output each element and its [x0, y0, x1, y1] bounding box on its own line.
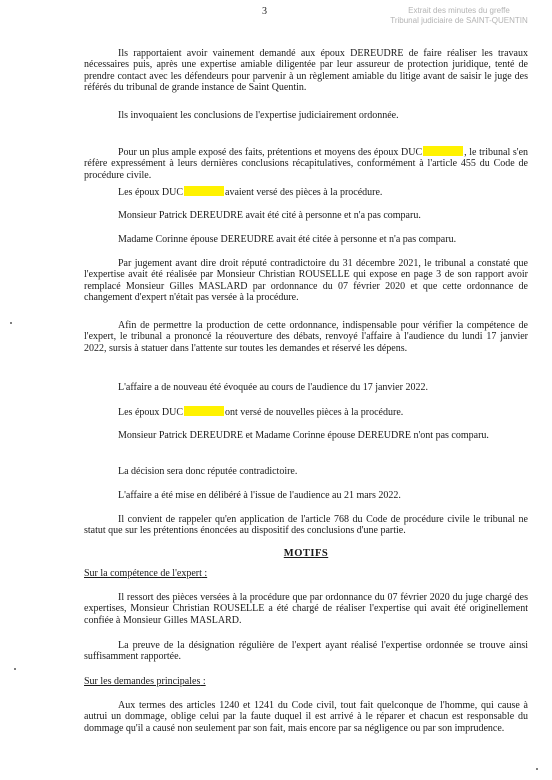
paragraph-6: Madame Corinne épouse DEREUDRE avait été citée à personne et n'a pas comparu. — [118, 234, 457, 245]
stamp-line-2: Tribunal judiciaire de SAINT-QUENTIN — [390, 16, 528, 25]
paragraph-11: Monsieur Patrick DEREUDRE et Madame Corinne épouse DEREUDRE n'ont pas comparu. — [118, 430, 489, 441]
subheading-text: Sur les demandes principales — [84, 676, 201, 687]
redaction-mark — [184, 186, 224, 196]
section-heading-motifs — [84, 548, 528, 559]
subheading-colon: : — [201, 568, 208, 579]
court-stamp — [384, 6, 534, 26]
paragraph-3 — [84, 146, 528, 181]
paragraph-14: Il convient de rappeler qu'en application de l'article 768 du Code de procédure civile le tribunal ne statut que sur les prétentions énoncées au dispositif des conclusions d'une partie. — [84, 514, 528, 537]
paragraph-5: Monsieur Patrick DEREUDRE avait été cité à personne et n'a pas comparu. — [118, 210, 421, 221]
page-number: 3 — [262, 6, 267, 17]
motifs-paragraph-3: Aux termes des articles 1240 et 1241 du Code civil, tout fait quelconque de l'homme, qui cause à autrui un dommage, oblige celui par la faute duquel il est arrivé à le réparer et chacun est responsable du dommage qu'il a causé non seulement par son fait, mais encore par sa négligence ou par son imprudence. — [84, 700, 528, 734]
redaction-mark — [423, 146, 463, 156]
paragraph-10 — [84, 406, 528, 418]
subheading-main-claims — [84, 676, 206, 687]
redaction-mark — [184, 406, 224, 416]
scan-speck — [14, 668, 16, 670]
stamp-line-1: Extrait des minutes du greffe — [408, 6, 510, 15]
paragraph-7: Par jugement avant dire droit réputé contradictoire du 31 décembre 2021, le tribunal a constaté que l'expertise avait été réalisée par Monsieur Christian ROUSELLE qui expose en page 3 de son rapport avoir remplacé Monsieur Gilles MASLARD par ordonnance du 07 février 2020 et que cette ordonnance de changement d'expert n'était pas versée à la procédure. — [84, 258, 528, 304]
paragraph-2: Ils invoquaient les conclusions de l'expertise judiciairement ordonnée. — [118, 110, 399, 121]
paragraph-9: L'affaire a de nouveau été évoquée au cours de l'audience du 17 janvier 2022. — [118, 382, 428, 393]
paragraph-13: L'affaire a été mise en délibéré à l'issue de l'audience au 21 mars 2022. — [118, 490, 401, 501]
paragraph-3-start: Pour un plus ample exposé des faits, prétentions et moyens des époux DUC — [118, 147, 423, 158]
paragraph-4 — [84, 186, 528, 198]
scan-speck — [536, 768, 538, 770]
subheading-text: Sur la compétence de l'expert — [84, 568, 202, 579]
paragraph-8: Afin de permettre la production de cette ordonnance, indispensable pour vérifier la compétence de l'expert, le tribunal a prononcé la réouverture des débats, renvoyé l'affaire à l'audience du lundi 17 janvier 2022, sursis à statuer dans l'attente sur toutes les demandes et réservé les dépens. — [84, 320, 528, 354]
paragraph-3-end: , le tribunal s'en réfère expressément à leurs dernières conclusions récapitulatives, conformément à l'article 455 du Code de procédure civile. — [84, 147, 529, 181]
motifs-paragraph-2: La preuve de la désignation régulière de l'expert ayant réalisé l'expertise ordonnée se trouve ainsi suffisamment rapportée. — [84, 640, 528, 663]
paragraph-12: La décision sera donc réputée contradictoire. — [118, 466, 298, 477]
motifs-paragraph-1: Il ressort des pièces versées à la procédure que par ordonnance du 07 février 2020 du juge chargé des expertises, Monsieur Christian ROUSELLE a été chargé de réaliser l'expertise qui avait été originellement confiée à Monsieur Gilles MASLARD. — [84, 592, 528, 626]
paragraph-1: Ils rapportaient avoir vainement demandé aux époux DEREUDRE de faire réaliser les travaux nécessaires puis, après une expertise amiable diligentée par leur assureur de protection juridique, tenté de prendre contact avec les défendeurs pour parvenir à un règlement amiable du litige avant de saisir le juge des référés du tribunal de grande instance de Saint Quentin. — [84, 48, 528, 94]
paragraph-10-start: Les époux DUC — [118, 407, 183, 418]
subheading-colon: : — [200, 676, 206, 687]
subheading-expert-competence — [84, 568, 207, 579]
paragraph-4-start: Les époux DUC — [118, 187, 183, 198]
paragraph-4-end: avaient versé des pièces à la procédure. — [225, 187, 383, 198]
scan-speck — [10, 322, 12, 324]
paragraph-10-end: ont versé de nouvelles pièces à la procédure. — [225, 407, 404, 418]
section-heading-text: MOTIFS — [283, 548, 329, 559]
